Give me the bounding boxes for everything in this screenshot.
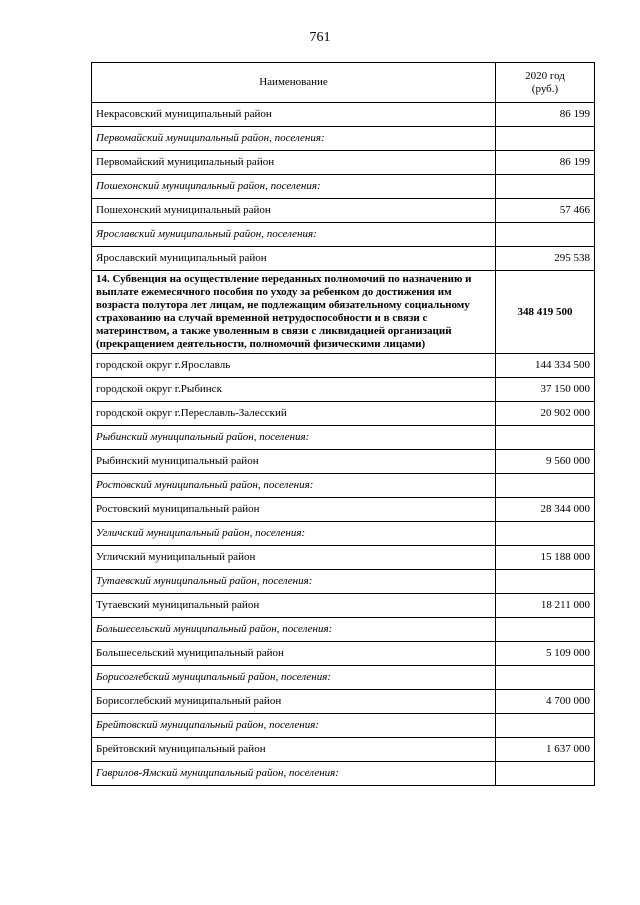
row-name: Угличский муниципальный район, поселения:	[92, 522, 496, 546]
row-name: Угличский муниципальный район	[92, 546, 496, 570]
row-name: Борисоглебский муниципальный район	[92, 690, 496, 714]
table-row	[92, 546, 595, 570]
settlements-subheader-row	[92, 666, 595, 690]
row-amount: 37 150 000	[496, 378, 595, 402]
settlements-subheader-row	[92, 522, 595, 546]
row-name: Некрасовский муниципальный район	[92, 103, 496, 127]
row-amount	[496, 522, 595, 546]
table-header-row	[92, 63, 595, 103]
row-name: Брейтовский муниципальный район, поселения:	[92, 714, 496, 738]
row-name: Большесельский муниципальный район, поселения:	[92, 618, 496, 642]
settlements-subheader-row	[92, 175, 595, 199]
row-amount	[496, 714, 595, 738]
table-row	[92, 450, 595, 474]
row-amount	[496, 474, 595, 498]
row-amount: 18 211 000	[496, 594, 595, 618]
row-name: Первомайский муниципальный район, поселения:	[92, 127, 496, 151]
row-amount: 9 560 000	[496, 450, 595, 474]
budget-table	[91, 62, 595, 786]
row-name: городской округ г.Рыбинск	[92, 378, 496, 402]
settlements-subheader-row	[92, 474, 595, 498]
table-row	[92, 498, 595, 522]
row-amount	[496, 426, 595, 450]
row-name: Ярославский муниципальный район	[92, 247, 496, 271]
table-row	[92, 247, 595, 271]
settlements-subheader-row	[92, 762, 595, 786]
row-amount	[496, 223, 595, 247]
row-amount: 15 188 000	[496, 546, 595, 570]
header-name: Наименование	[92, 63, 496, 103]
table-row	[92, 642, 595, 666]
row-name: Тутаевский муниципальный район, поселения:	[92, 570, 496, 594]
row-name: Рыбинский муниципальный район	[92, 450, 496, 474]
row-amount: 20 902 000	[496, 402, 595, 426]
row-name: Пошехонский муниципальный район, поселения:	[92, 175, 496, 199]
row-name: 14. Субвенция на осуществление переданных полномочий по назначению и выплате ежемесячного пособия по уходу за ребенком до достижения им возраста полутора лет лицам, не подлежащим обязательному социальному страхованию на случай временной нетрудоспособности и в связи с материнством, а также уволенным в связи с ликвидацией организаций (прекращением деятельности, полномочий физическими лицами)	[92, 271, 496, 354]
row-amount: 28 344 000	[496, 498, 595, 522]
table-row	[92, 690, 595, 714]
table-body	[92, 103, 595, 786]
row-name: Брейтовский муниципальный район	[92, 738, 496, 762]
table-row	[92, 151, 595, 175]
row-name: Пошехонский муниципальный район	[92, 199, 496, 223]
row-amount: 5 109 000	[496, 642, 595, 666]
table-row	[92, 402, 595, 426]
row-name: городской округ г.Переславль-Залесский	[92, 402, 496, 426]
header-amount-year: 2020 год	[525, 69, 565, 82]
section-row	[92, 271, 595, 354]
row-name: Ростовский муниципальный район	[92, 498, 496, 522]
row-amount: 4 700 000	[496, 690, 595, 714]
table-row	[92, 738, 595, 762]
row-amount	[496, 570, 595, 594]
header-amount-unit: (руб.)	[531, 82, 559, 95]
table-row	[92, 594, 595, 618]
table-row	[92, 103, 595, 127]
settlements-subheader-row	[92, 714, 595, 738]
row-amount: 57 466	[496, 199, 595, 223]
row-name: Борисоглебский муниципальный район, поселения:	[92, 666, 496, 690]
row-amount: 86 199	[496, 151, 595, 175]
settlements-subheader-row	[92, 618, 595, 642]
table-row	[92, 378, 595, 402]
row-amount	[496, 618, 595, 642]
row-name: городской округ г.Ярославль	[92, 354, 496, 378]
row-amount: 348 419 500	[496, 271, 595, 354]
row-amount: 144 334 500	[496, 354, 595, 378]
settlements-subheader-row	[92, 127, 595, 151]
row-amount: 295 538	[496, 247, 595, 271]
row-amount	[496, 127, 595, 151]
row-name: Тутаевский муниципальный район	[92, 594, 496, 618]
row-amount: 1 637 000	[496, 738, 595, 762]
table-row	[92, 199, 595, 223]
row-name: Первомайский муниципальный район	[92, 151, 496, 175]
row-amount	[496, 666, 595, 690]
row-amount	[496, 762, 595, 786]
row-name: Ярославский муниципальный район, поселения:	[92, 223, 496, 247]
settlements-subheader-row	[92, 570, 595, 594]
row-name: Большесельский муниципальный район	[92, 642, 496, 666]
settlements-subheader-row	[92, 223, 595, 247]
header-amount	[496, 63, 595, 103]
row-amount: 86 199	[496, 103, 595, 127]
row-name: Гаврилов-Ямский муниципальный район, поселения:	[92, 762, 496, 786]
table-row	[92, 354, 595, 378]
row-name: Рыбинский муниципальный район, поселения:	[92, 426, 496, 450]
row-amount	[496, 175, 595, 199]
page-number: 761	[309, 30, 331, 45]
row-name: Ростовский муниципальный район, поселения:	[92, 474, 496, 498]
settlements-subheader-row	[92, 426, 595, 450]
